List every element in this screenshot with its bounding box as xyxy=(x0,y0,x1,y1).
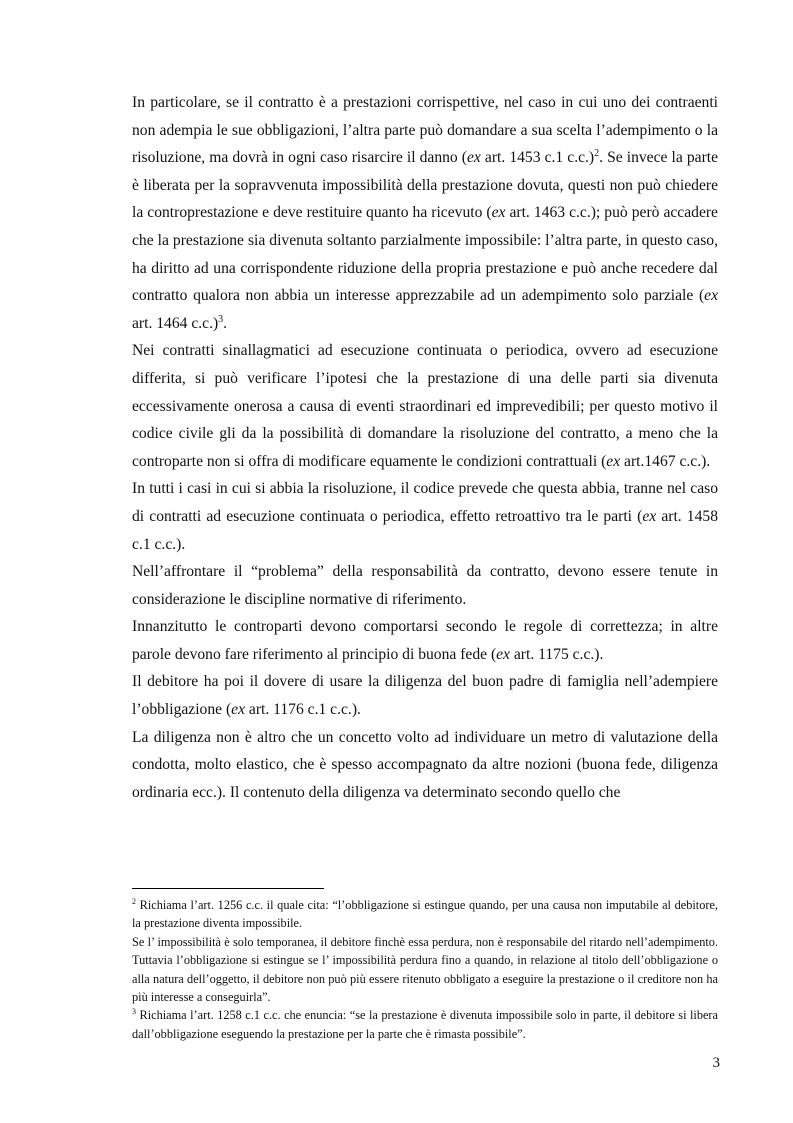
text-run: art. 1463 c.c.); può però accadere che la prestazione sia divenuta soltanto parzialmente impossibile: l’altra parte, in questo caso, ha diritto ad una corrispondente riduzione della propria prestazione e può anche recedere dal contratto qualora non abbia un interesse apprezzabile ad un adempimento solo parziale ( xyxy=(132,204,718,305)
paragraph xyxy=(132,475,718,558)
text-run: art. 1175 c.c.). xyxy=(509,645,604,663)
text-run: La diligenza non è altro che un concetto volto ad individuare un metro di valutazione della condotta, molto elastico, che è spesso accompagnato da altre nozioni (buona fede, diligenza ordinaria ecc.). Il contenuto della diligenza va determinato secondo quello che xyxy=(132,728,718,801)
paragraph xyxy=(132,724,718,807)
italic-term: ex xyxy=(491,204,506,222)
italic-term: ex xyxy=(231,701,246,719)
footnote xyxy=(132,896,718,933)
footnotes xyxy=(132,896,718,1043)
text-run: Innanzitutto le controparti devono comportarsi secondo le regole di correttezza; in altre parole devono fare riferimento al principio di buona fede ( xyxy=(132,618,718,663)
text-run: Il debitore ha poi il dovere di usare la diligenza del buon padre di famiglia nell’adempiere l’obbligazione ( xyxy=(132,673,718,719)
footnote-marker: 3 xyxy=(218,313,224,325)
text-run: art. 1464 c.c.) xyxy=(132,314,219,332)
footnote xyxy=(132,1006,718,1043)
text-run: art.1467 c.c.). xyxy=(620,452,711,470)
paragraph xyxy=(132,613,718,668)
text-run: Richiama l’art. 1258 c.1 c.c. che enuncia: “se la prestazione è divenuta impossibile solo in parte, il debitore si libera dall’obbligazione eseguendo la prestazione per la parte che è rimasta possibile”. xyxy=(132,1008,718,1041)
text-run: art. 1453 c.1 c.c.) xyxy=(480,149,595,167)
text-run: . Se invece la parte è liberata per la sopravvenuta impossibilità della prestazione dovuta, questi non può chiedere la controprestazione e deve restituire quanto ha ricevuto ( xyxy=(132,149,719,222)
paragraph xyxy=(132,337,718,475)
footnote-marker: 3 xyxy=(132,1007,136,1017)
footnote xyxy=(132,933,718,1007)
text-run: Se l’ impossibilità è solo temporanea, il debitore finchè essa perdura, non è responsabile del ritardo nell’adempimento. Tuttavia l’obbligazione si estingue se l’ impossibilità perdura fino a quando, in relazione al titolo dell’obbligazione o alla natura dell’oggetto, il debitore non può più essere ritenuto obbligato a eseguire la prestazione o il creditore non ha più interesse a conseguirla”. xyxy=(132,934,718,1005)
italic-term: ex xyxy=(467,149,481,167)
paragraph xyxy=(132,668,718,723)
italic-term: ex xyxy=(642,507,657,525)
text-run: Nei contratti sinallagmatici ad esecuzione continuata o periodica, ovvero ad esecuzione differita, si può verificare l’ipotesi che la prestazione di una delle parti sia divenuta eccessivamente onerosa a causa di eventi straordinari ed imprevedibili; per questo motivo il codice civile gli da la possibilità di domandare la risoluzione del contratto, a meno che la controparte non si offra di modificare equamente le condizioni contrattuali ( xyxy=(132,342,718,470)
page-number: 3 xyxy=(712,1055,720,1071)
body-text xyxy=(132,89,718,806)
footnote-marker: 2 xyxy=(132,897,136,906)
footnote-marker: 2 xyxy=(594,148,600,160)
italic-term: ex xyxy=(496,645,510,663)
text-run: . xyxy=(223,314,228,332)
footnote-separator xyxy=(132,888,324,889)
text-run: In particolare, se il contratto è a prestazioni corrispettive, nel caso in cui uno dei contraenti non adempia le sue obbligazioni, l’altra parte può domandare a sua scelta l’adempimento o la risoluzione, ma dovrà in ogni caso risarcire il danno ( xyxy=(132,94,718,167)
text-run: Richiama l’art. 1256 c.c. il quale cita: “l’obbligazione si estingue quando, per una causa non imputabile al debitore, la prestazione diventa impossibile. xyxy=(132,898,718,931)
italic-term: ex xyxy=(704,287,718,305)
text-run: art. 1458 c.1 c.c.). xyxy=(132,507,718,553)
text-run: In tutti i casi in cui si abbia la risoluzione, il codice prevede che questa abbia, tranne nel caso di contratti ad esecuzione continuata o periodica, effetto retroattivo tra le parti ( xyxy=(132,480,718,525)
text-run: art. 1176 c.1 c.c.). xyxy=(245,701,361,719)
paragraph xyxy=(132,558,718,613)
italic-term: ex xyxy=(606,452,621,470)
text-run: Nell’affrontare il “problema” della responsabilità da contratto, devono essere tenute in considerazione le discipline normative di riferimento. xyxy=(132,563,718,608)
paragraph xyxy=(132,89,718,337)
